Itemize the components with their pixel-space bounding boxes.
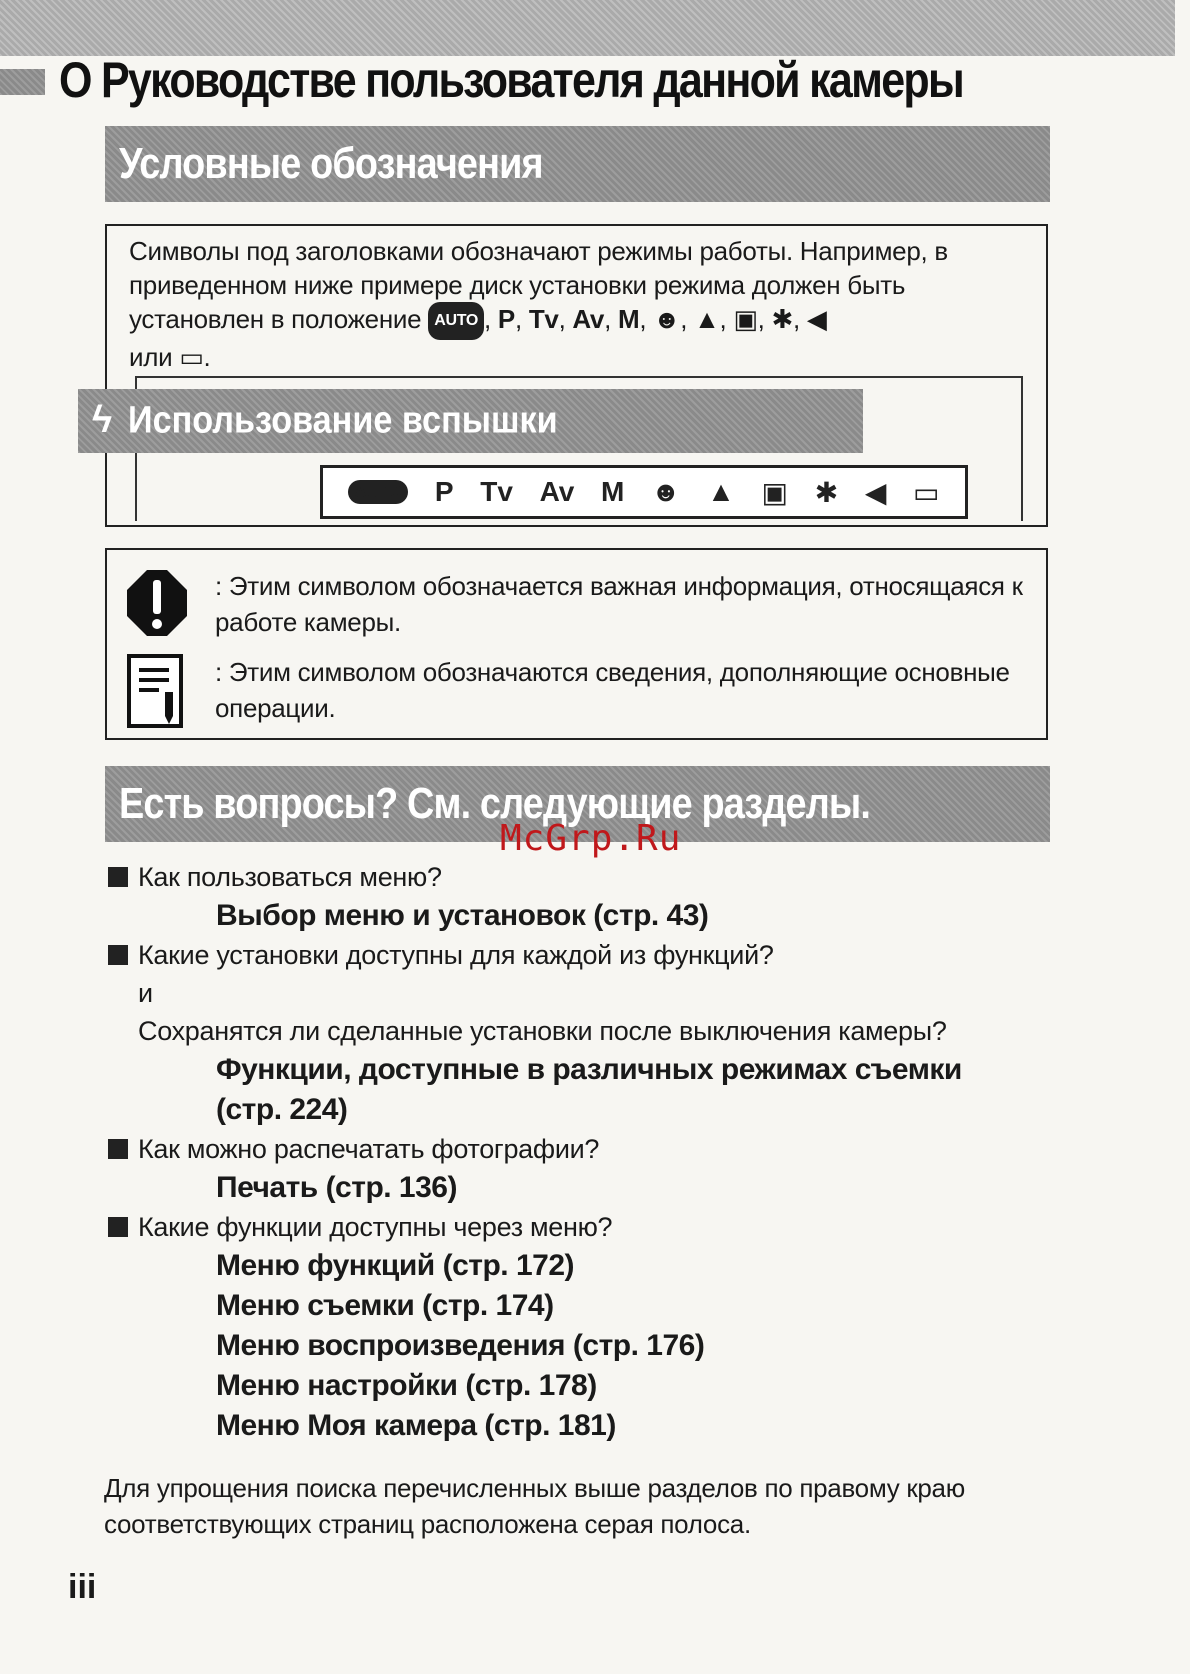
title-row <box>0 50 1110 110</box>
faq-header-text: Есть вопросы? См. следующие разделы. <box>119 779 871 828</box>
flash-icon: ϟ <box>92 399 113 441</box>
faq-answer-link[interactable]: Функции, доступные в различных режимах съемки (стр. 224) <box>216 1053 962 1126</box>
scene-mode-icon: ◀ <box>806 304 827 334</box>
watermark: McGrp.Ru <box>500 818 682 859</box>
night-scene-mode-icon: ▣ <box>761 476 789 508</box>
intro-text: Символы под заголовками обозначают режимы работы. Например, в приведенном ниже примере диск установки режима должен быть установлен в положение <box>129 236 948 334</box>
faq-and: и <box>138 978 153 1008</box>
mode-tv: Tv <box>528 304 559 334</box>
landscape-mode-icon: ▲ <box>707 476 735 507</box>
mode-av: Av <box>572 304 605 334</box>
example-mode-strip <box>320 465 968 519</box>
bullet-square <box>108 945 128 965</box>
bullet-square <box>108 1217 128 1237</box>
top-gray-band <box>0 0 1175 56</box>
caution-icon <box>125 568 189 638</box>
faq-question: Как можно распечатать фотографии? <box>108 1130 1058 1168</box>
intro-or: или <box>129 342 173 372</box>
mode-p: P <box>497 304 515 334</box>
page-number: iii <box>68 1568 97 1606</box>
faq-answer-link[interactable]: Меню воспроизведения (стр. 176) <box>216 1329 705 1362</box>
mode-tv: Tv <box>480 476 513 507</box>
faq-answer-link[interactable]: Выбор меню и установок (стр. 43) <box>216 899 709 932</box>
mode-m: M <box>617 304 640 334</box>
mode-p: P <box>434 476 454 507</box>
faq-question-continued: Сохранятся ли сделанные установки после выключения камеры? <box>138 1016 947 1046</box>
faq-answer-link[interactable]: Меню настройки (стр. 178) <box>216 1369 597 1402</box>
note-memo-text: : Этим символом обозначаются сведения, дополняющие основные операции. <box>215 657 1010 723</box>
stitch-assist-icon: ▭ <box>179 342 204 372</box>
faq-list <box>108 858 1058 1446</box>
mode-m: M <box>601 476 625 507</box>
flash-example-title: Использование вспышки <box>128 399 558 442</box>
landscape-mode-icon: ▲ <box>694 304 720 334</box>
faq-question: Какие функции доступны через меню? <box>108 1208 1058 1246</box>
auto-mode-icon: AUTO <box>348 480 408 504</box>
faq-question: Как пользоваться меню? <box>108 858 1058 896</box>
faq-question: Какие установки доступны для каждой из функций? <box>108 936 1058 974</box>
conventions-header <box>105 126 1050 202</box>
page-title: О Руководстве пользователя данной камеры <box>58 52 963 108</box>
mode-av: Av <box>539 476 575 507</box>
faq-answer-link[interactable]: Меню Моя камера (стр. 181) <box>216 1409 616 1442</box>
memo-icon <box>125 654 189 730</box>
sports-mode-icon: ✱ <box>814 476 839 508</box>
night-scene-mode-icon: ▣ <box>733 304 758 334</box>
conventions-intro: Символы под заголовками обозначают режимы работы. Например, в приведенном ниже примере диск установки режима должен быть установлен в положение AUTO , P, Tv, Av, M, ☻, ▲, ▣, ✱, ◀ или ▭. <box>129 236 948 372</box>
faq-answer-link[interactable]: Меню функций (стр. 172) <box>216 1249 574 1282</box>
sports-mode-icon: ✱ <box>771 304 794 334</box>
faq-answer-link[interactable]: Печать (стр. 136) <box>216 1171 457 1204</box>
flash-example-header <box>78 389 863 453</box>
bullet-square <box>108 1139 128 1159</box>
portrait-mode-icon: ☻ <box>651 476 681 507</box>
faq-answer-link[interactable]: Меню съемки (стр. 174) <box>216 1289 554 1322</box>
title-marker-bar <box>0 69 45 95</box>
portrait-mode-icon: ☻ <box>653 304 681 334</box>
note-caution-text: : Этим символом обозначается важная информация, относящаяся к работе камеры. <box>215 571 1023 637</box>
footer-note: Для упрощения поиска перечисленных выше разделов по правому краю соответствующих страниц расположена серая полоса. <box>104 1473 965 1539</box>
stitch-assist-icon: ▭ <box>913 476 940 508</box>
notes-box <box>105 548 1048 740</box>
auto-mode-icon: AUTO <box>428 302 484 340</box>
bullet-square <box>108 867 128 887</box>
conventions-header-text: Условные обозначения <box>119 139 543 188</box>
scene-mode-icon: ◀ <box>864 476 887 508</box>
